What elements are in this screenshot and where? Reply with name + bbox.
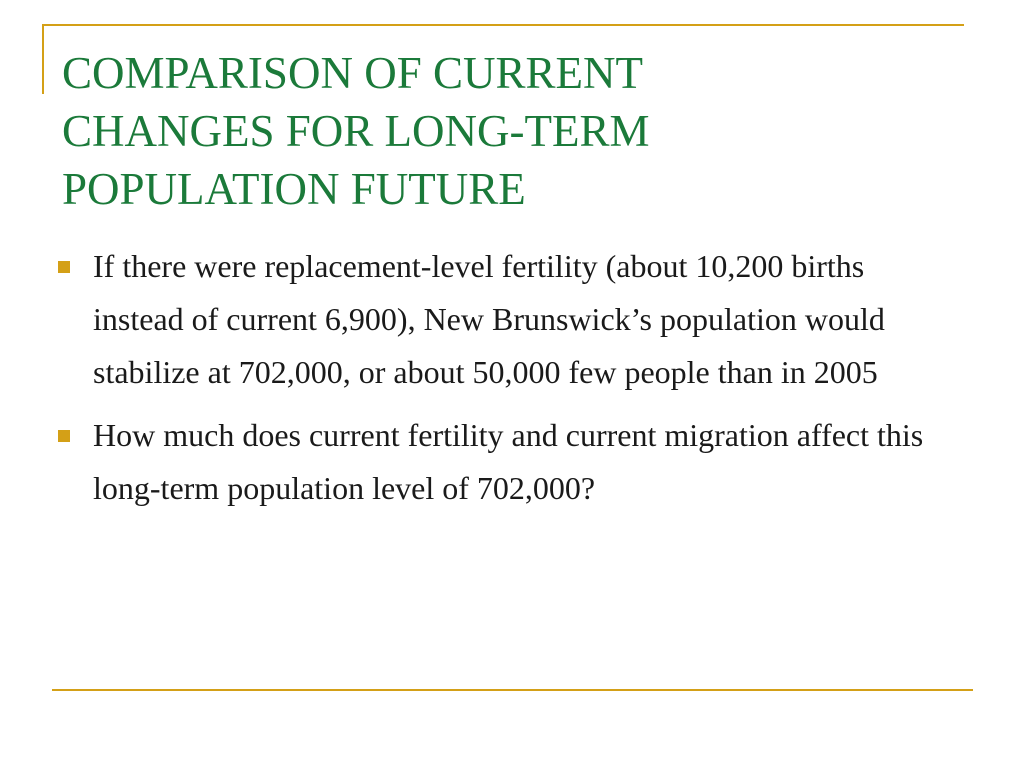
bullet-item bbox=[56, 240, 956, 399]
bottom-border-line bbox=[52, 689, 973, 691]
bullet-list bbox=[56, 240, 956, 525]
bullet-text: How much does current fertility and current migration affect this long-term population level of 702,000? bbox=[93, 417, 924, 506]
left-border-line bbox=[42, 24, 44, 94]
bullet-text: If there were replacement-level fertility (about 10,200 births instead of current 6,900), New Brunswick’s population would stabilize at 702,000, or about 50,000 few people than in 2005 bbox=[93, 248, 885, 390]
bullet-item bbox=[56, 409, 956, 515]
square-bullet-icon bbox=[58, 261, 70, 273]
top-border-line bbox=[42, 24, 964, 26]
square-bullet-icon bbox=[58, 430, 70, 442]
slide-title: COMPARISON OF CURRENT CHANGES FOR LONG-TERM POPULATION FUTURE bbox=[62, 48, 650, 214]
